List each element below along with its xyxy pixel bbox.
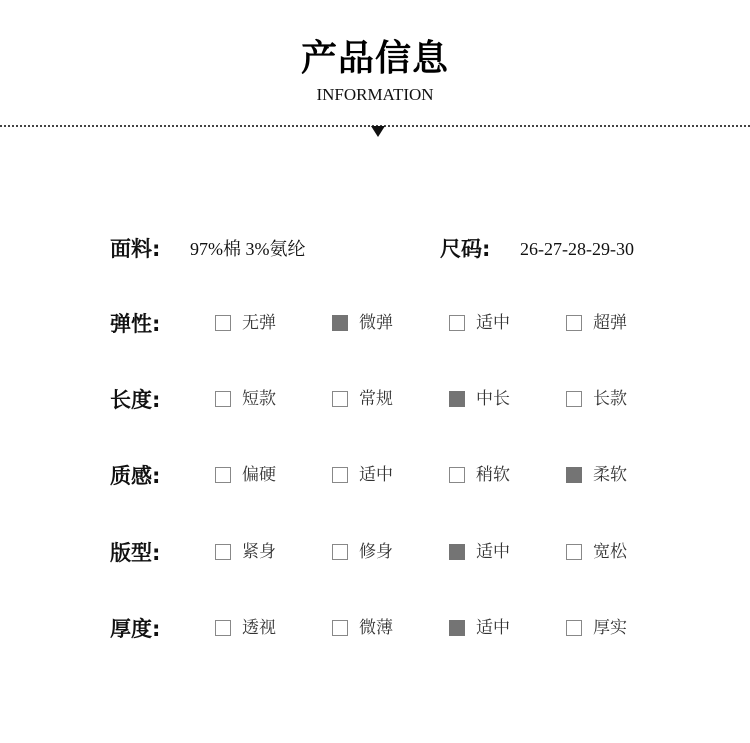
checkbox-icon (332, 544, 348, 560)
elasticity-option (215, 311, 276, 335)
length-option (332, 387, 393, 411)
checkbox-icon (332, 467, 348, 483)
length-option (566, 387, 627, 411)
texture-option (215, 463, 276, 487)
checkbox-icon (566, 315, 582, 331)
option-label: 柔软 (593, 465, 627, 485)
option-label: 透视 (242, 618, 276, 638)
checkbox-icon (215, 620, 231, 636)
option-label: 长款 (593, 389, 627, 409)
fit-label: 版型: (110, 541, 161, 565)
checkbox-icon (215, 544, 231, 560)
elasticity-option (566, 311, 627, 335)
checkbox-icon (566, 391, 582, 407)
option-label: 超弹 (593, 313, 627, 333)
checkbox-icon (332, 315, 348, 331)
checkbox-icon (566, 620, 582, 636)
elasticity-option (332, 311, 393, 335)
page-title: 产品信息 (300, 38, 449, 79)
thickness-option (449, 616, 510, 640)
checkbox-icon (449, 620, 465, 636)
option-label: 适中 (476, 542, 510, 562)
elasticity-label: 弹性: (110, 312, 161, 336)
option-label: 紧身 (242, 542, 276, 562)
texture-option (332, 463, 393, 487)
checkbox-icon (332, 620, 348, 636)
option-label: 微弹 (359, 313, 393, 333)
checkbox-icon (566, 467, 582, 483)
checkbox-icon (449, 467, 465, 483)
checkbox-icon (332, 391, 348, 407)
fit-option (566, 540, 627, 564)
elasticity-option (449, 311, 510, 335)
down-arrow-icon (371, 126, 385, 137)
fabric-label: 面料: (110, 237, 161, 261)
checkbox-icon (215, 391, 231, 407)
option-label: 厚实 (593, 618, 627, 638)
option-label: 微薄 (359, 618, 393, 638)
option-label: 宽松 (593, 542, 627, 562)
option-label: 适中 (476, 313, 510, 333)
fit-option (449, 540, 510, 564)
checkbox-icon (215, 467, 231, 483)
thickness-option (332, 616, 393, 640)
length-option (449, 387, 510, 411)
option-label: 中长 (476, 389, 510, 409)
option-label: 偏硬 (242, 465, 276, 485)
length-option (215, 387, 276, 411)
thickness-label: 厚度: (110, 617, 161, 641)
checkbox-icon (449, 391, 465, 407)
option-label: 适中 (476, 618, 510, 638)
fit-option (215, 540, 276, 564)
size-label: 尺码: (440, 237, 491, 261)
checkbox-icon (215, 315, 231, 331)
option-label: 修身 (359, 542, 393, 562)
texture-option (566, 463, 627, 487)
texture-label: 质感: (110, 464, 161, 488)
option-label: 无弹 (242, 313, 276, 333)
option-label: 适中 (359, 465, 393, 485)
checkbox-icon (449, 544, 465, 560)
thickness-option (566, 616, 627, 640)
size-value: 26-27-28-29-30 (520, 239, 634, 259)
texture-option (449, 463, 510, 487)
page-subtitle: INFORMATION (316, 85, 434, 104)
thickness-option (215, 616, 276, 640)
length-label: 长度: (110, 388, 161, 412)
checkbox-icon (449, 315, 465, 331)
option-label: 短款 (242, 389, 276, 409)
option-label: 常规 (359, 389, 393, 409)
checkbox-icon (566, 544, 582, 560)
fabric-value: 97%棉 3%氨纶 (190, 239, 306, 259)
option-label: 稍软 (476, 465, 510, 485)
fit-option (332, 540, 393, 564)
